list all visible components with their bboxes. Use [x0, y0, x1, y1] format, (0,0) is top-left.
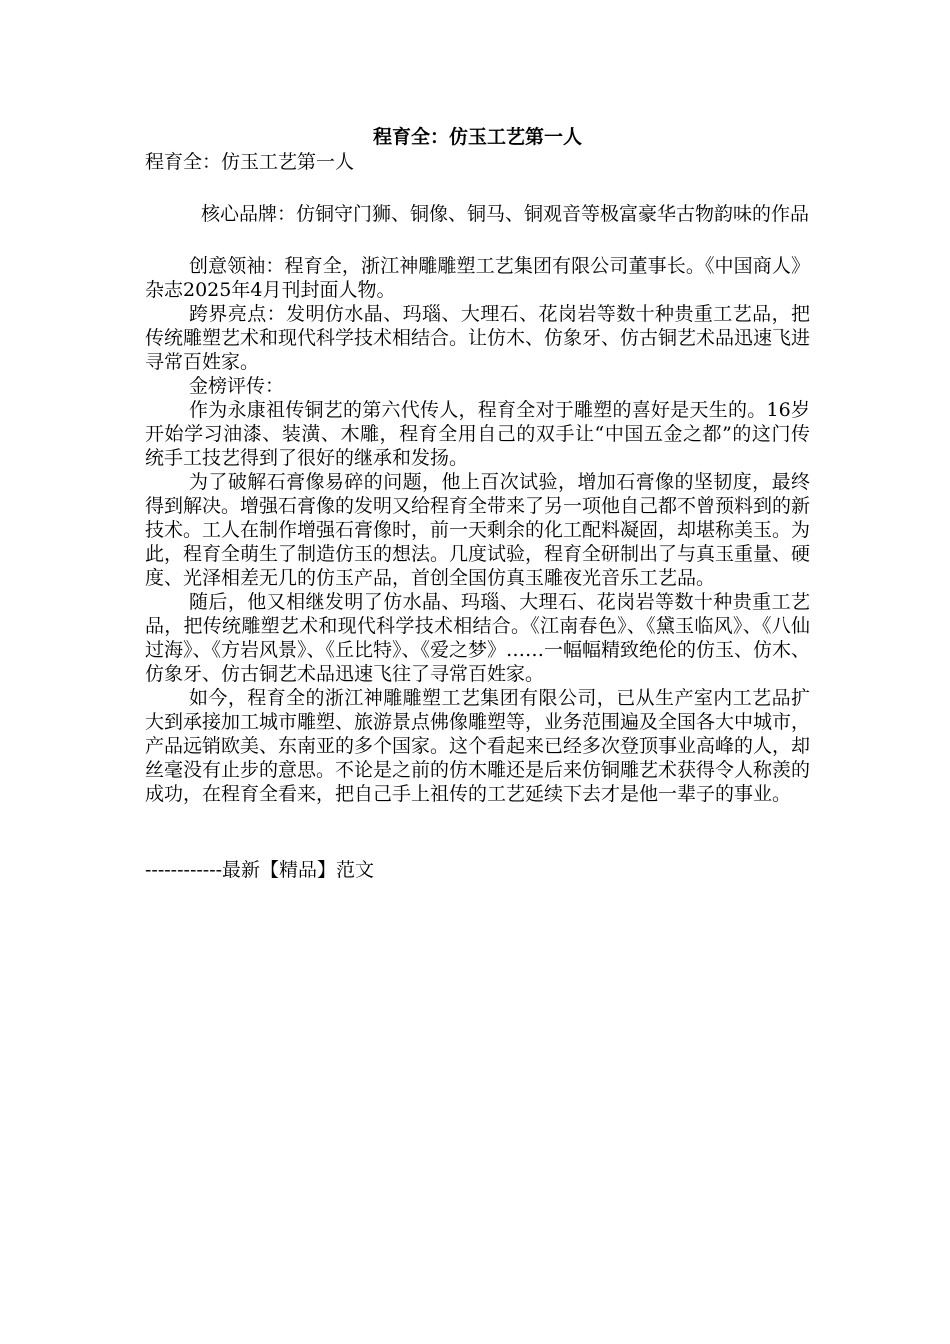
paragraph-review-heading: 金榜评传： — [189, 375, 285, 397]
document-title: 程育全：仿玉工艺第一人 — [372, 126, 582, 148]
brand-paragraph: 核心品牌：仿铜守门狮、铜像、铜马、铜观音等极富豪华古物韵味的作品 — [201, 203, 810, 225]
paragraph-biography: 作为永康祖传铜艺的第六代传人，程育全对于雕塑的喜好是天生的。16岁开始学习油漆、装潢、木雕，程育全用自己的双手让“中国五金之都”的这门传统手工技艺得到了很好的继承和发扬。 — [145, 399, 810, 469]
document-page — [145, 124, 810, 882]
paragraph-today: 如今，程育全的浙江神雕雕塑工艺集团有限公司，已从生产室内工艺品扩大到承接加工城市雕塑、旅游景点佛像雕塑等，业务范围遍及全国各大中城市，产品远销欧美、东南亚的多个国家。这个看起来已经多次登顶事业高峰的人，却丝毫没有止步的意思。不论是之前的仿木雕还是后来仿铜雕艺术获得令人称羡的成功，在程育全看来，把自己手上祖传的工艺延续下去才是他一辈子的事业。 — [145, 687, 811, 805]
paragraph-highlight: 跨界亮点：发明仿水晶、玛瑙、大理石、花岗岩等数十种贵重工艺品，把传统雕塑艺术和现代科学技术相结合。让仿木、仿象牙、仿古铜艺术品迅速飞进寻常百姓家。 — [145, 303, 811, 373]
footer-text: ------------最新【精品】范文 — [145, 859, 375, 881]
paragraph-invention: 为了破解石膏像易碎的问题，他上百次试验，增加石膏像的坚韧度，最终得到解决。增强石膏像的发明又给程育全带来了另一项他自己都不曾预料到的新技术。工人在制作增强石膏像时，前一天剩余的化工配料凝固，却堪称美玉。为此，程育全萌生了制造仿玉的想法。几度试验，程育全研制出了与真玉重量、硬度、光泽相差无几的仿玉产品，首创全国仿真玉雕夜光音乐工艺品。 — [145, 471, 811, 589]
paragraph-leader: 创意领袖：程育全，浙江神雕雕塑工艺集团有限公司董事长。《中国商人》杂志2025年4月刊封面人物。 — [145, 255, 810, 301]
paragraph-products: 随后，他又相继发明了仿水晶、玛瑙、大理石、花岗岩等数十种贵重工艺品，把传统雕塑艺术和现代科学技术相结合。《江南春色》、《黛玉临风》、《八仙过海》、《方岩风景》、《丘比特》、《爱之梦》……一幅幅精致绝伦的仿玉、仿木、仿象牙、仿古铜艺术品迅速飞往了寻常百姓家。 — [145, 591, 811, 685]
document-subtitle: 程育全：仿玉工艺第一人 — [145, 151, 355, 173]
